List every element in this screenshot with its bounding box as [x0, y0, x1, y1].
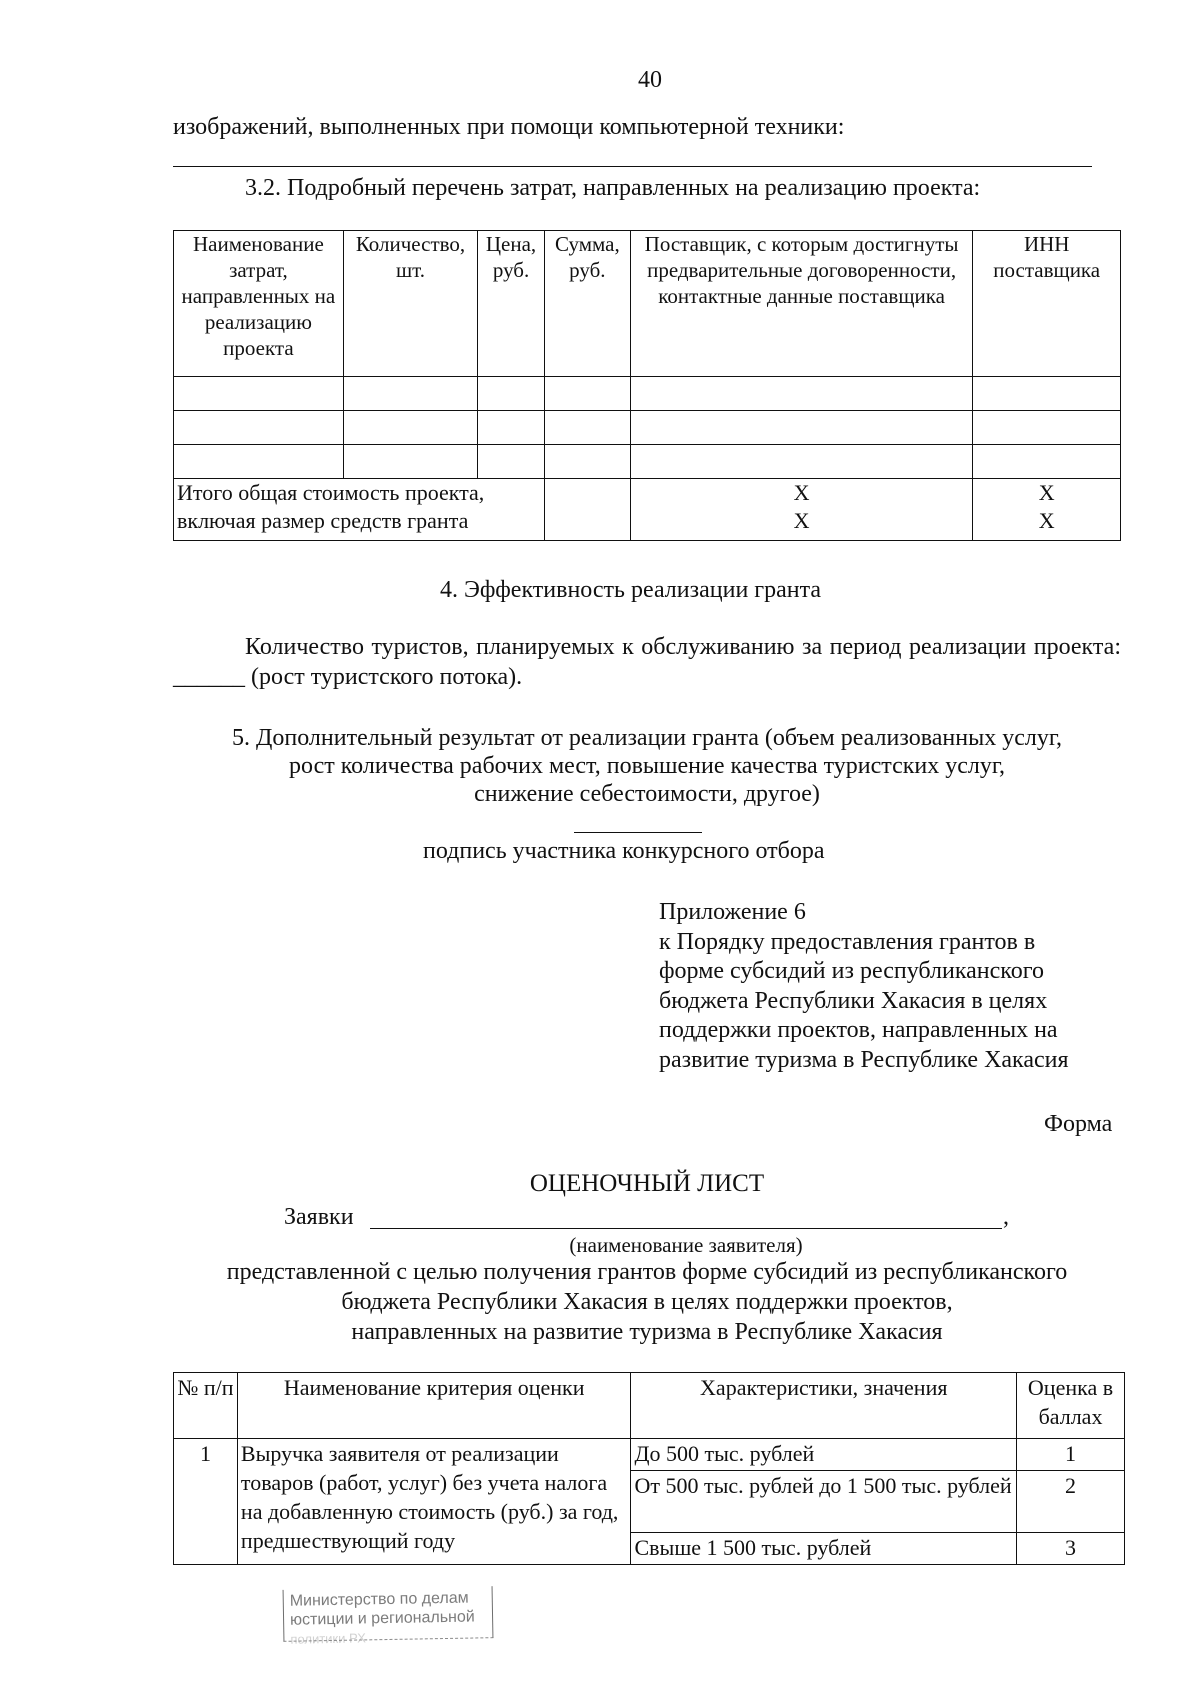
comma: , — [1003, 1204, 1009, 1230]
purpose-line-3: направленных на развитие туризма в Республике Хакасия — [351, 1319, 943, 1345]
purpose-line-1: представленной с целью получения грантов форме субсидий из республиканского — [226, 1259, 1068, 1285]
costs-header-supplier: Поставщик, с которым достигнуты предварительные договоренности, контактные данные поставщика — [630, 231, 973, 377]
applicant-name-line — [370, 1228, 1002, 1229]
section-4-text: Количество туристов, планируемых к обслуживанию за период реализации проекта: ______ (рост туристского потока). — [173, 634, 1121, 690]
costs-header-name: Наименование затрат, направленных на реализацию проекта — [174, 231, 344, 377]
stamp-line: Министерство по делам — [289, 1589, 469, 1610]
eval-option-value: От 500 тыс. рублей до 1 500 тыс. рублей — [631, 1471, 1017, 1533]
sheet-title: ОЦЕНОЧНЫЙ ЛИСТ — [529, 1170, 765, 1197]
eval-option-value: До 500 тыс. рублей — [631, 1439, 1017, 1471]
signature-caption: подпись участника конкурсного отбора — [423, 838, 825, 864]
eval-option-score: 2 — [1017, 1471, 1125, 1533]
costs-total-label: Итого общая стоимость проекта, включая размер средств гранта — [174, 479, 545, 541]
costs-total-inn: X X — [973, 479, 1121, 541]
appendix-line: развитие туризма в Республике Хакасия — [659, 1046, 1069, 1073]
costs-header-price: Цена, руб. — [478, 231, 545, 377]
eval-header-criterion: Наименование критерия оценки — [237, 1373, 631, 1439]
evaluation-table — [173, 1372, 1125, 1565]
purpose-line-2: бюджета Республики Хакасия в целях поддержки проектов, — [341, 1289, 953, 1315]
costs-table — [173, 230, 1121, 541]
eval-row — [174, 1439, 1125, 1471]
costs-header-qty: Количество, шт. — [343, 231, 477, 377]
costs-header-inn: ИНН поставщика — [973, 231, 1121, 377]
eval-row-num: 1 — [174, 1439, 238, 1565]
appendix-line: к Порядку предоставления грантов в — [659, 928, 1036, 955]
intro-line: изображений, выполненных при помощи компьютерной техники: — [173, 114, 845, 140]
section-5-line-3: снижение себестоимости, другое) — [474, 781, 820, 807]
separator-line — [173, 166, 1092, 167]
ministry-stamp — [283, 1586, 494, 1647]
stamp-line: юстиции и региональной — [289, 1608, 475, 1629]
appendix-line: поддержки проектов, направленных на — [659, 1017, 1058, 1043]
section-5-line-2: рост количества рабочих мест, повышение качества туристских услуг, — [288, 753, 1005, 779]
applicant-caption: (наименование заявителя) — [569, 1233, 803, 1257]
eval-row-criterion: Выручка заявителя от реализации товаров (работ, услуг) без учета налога на добавленную стоимость (руб.) за год, предшествующий году — [237, 1439, 631, 1565]
page-number: 40 — [638, 67, 662, 93]
eval-option-score: 1 — [1017, 1439, 1125, 1471]
costs-empty-row — [174, 411, 1121, 445]
costs-empty-row — [174, 377, 1121, 411]
application-label: Заявки — [284, 1204, 354, 1230]
eval-header-score: Оценка в баллах — [1017, 1373, 1125, 1439]
costs-header-sum: Сумма, руб. — [544, 231, 630, 377]
stamp-line: политики РХ — [290, 1630, 366, 1647]
appendix-line: форме субсидий из республиканского — [659, 958, 1044, 984]
section-4-heading: 4. Эффективность реализации гранта — [440, 577, 822, 603]
signature-line — [574, 832, 702, 833]
form-label: Форма — [1044, 1111, 1113, 1137]
eval-option-value: Свыше 1 500 тыс. рублей — [631, 1533, 1017, 1565]
section-5-line-1: 5. Дополнительный результат от реализации гранта (объем реализованных услуг, — [232, 725, 1062, 751]
costs-total-supplier: X X — [630, 479, 973, 541]
eval-header-num: № п/п — [174, 1373, 238, 1439]
appendix-block — [659, 898, 1069, 1075]
eval-header-values: Характеристики, значения — [631, 1373, 1017, 1439]
costs-total-row — [174, 479, 1121, 541]
eval-option-score: 3 — [1017, 1533, 1125, 1565]
costs-empty-row — [174, 445, 1121, 479]
appendix-line: Приложение 6 — [659, 899, 806, 925]
appendix-line: бюджета Республики Хакасия в целях — [659, 987, 1048, 1014]
section-3-2-heading: 3.2. Подробный перечень затрат, направленных на реализацию проекта: — [245, 175, 981, 201]
